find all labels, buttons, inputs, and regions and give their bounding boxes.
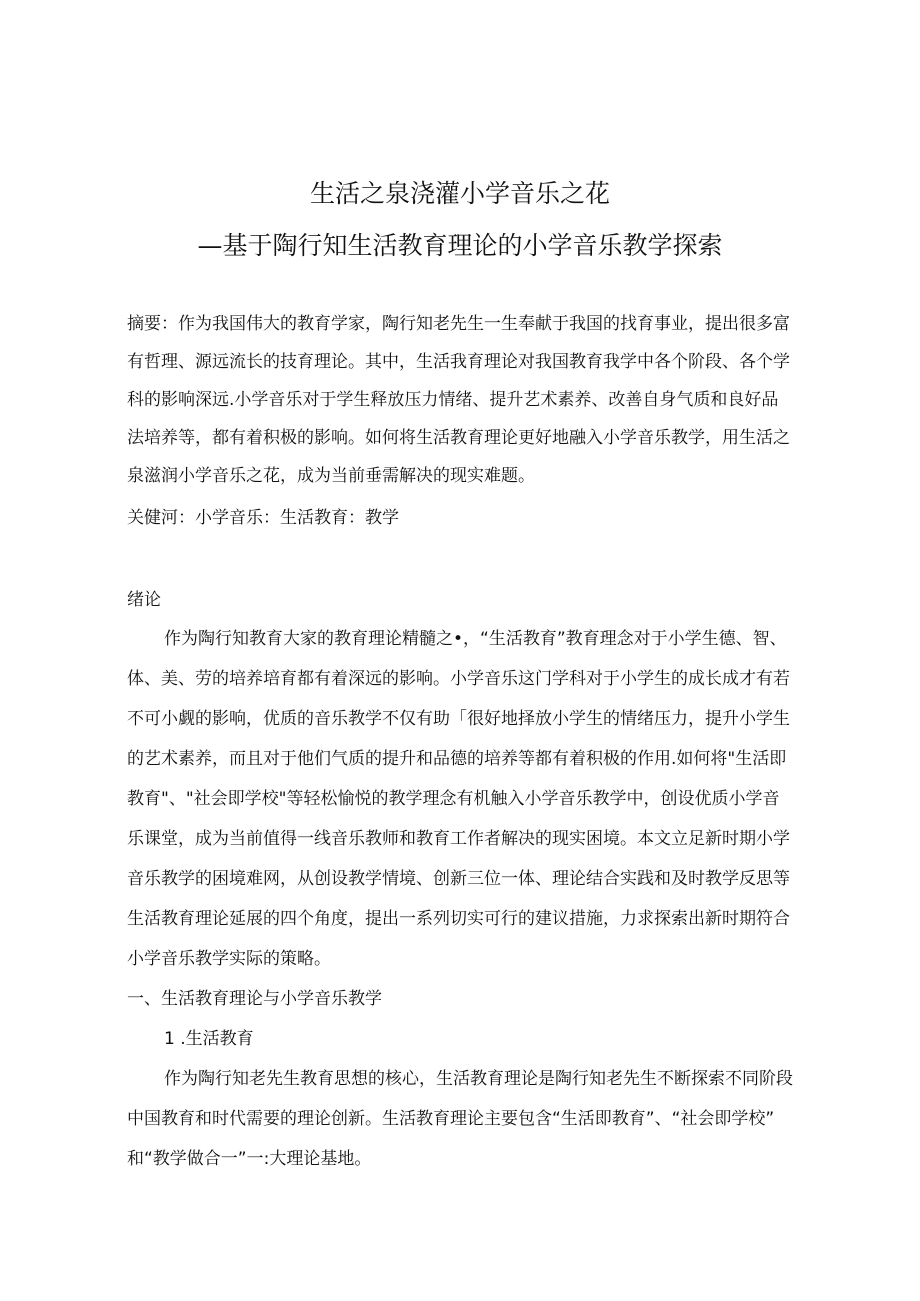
subsection-line: 作为陶行知老先生教育思想的核心，生活教育理论是陶行知老先生不断探索不同阶段: [164, 1069, 793, 1089]
subsection-line: 中国教育和时代需要的理论创新。生活教育理论主要包含“生活即教育”、“社会即学校”: [127, 1109, 775, 1129]
subsection-heading: 1 .生活教育: [164, 1029, 254, 1049]
intro-line: 乐课堂，成为当前值得一线音乐教师和教育工作者解决的现实困境。本文立足新时期小学: [127, 829, 790, 849]
intro-line: 教育"、"社会即学校"等轻松愉悦的教学理念有机触入小学音乐教学中，创设优质小学音: [127, 789, 780, 809]
intro-line: 作为陶行知教育大家的教育理论精髓之•，“生活教育”教育理念对于小学生德、智、: [164, 629, 787, 649]
intro-heading: 绪论: [127, 590, 161, 610]
abstract-line: 泉滋润小学音乐之花，成为当前垂需解决的现实难题。: [127, 466, 535, 486]
abstract-line: 法培养等，都有着积极的影响。如何将生活教育理论更好地融入小学音乐教学，用生活之: [127, 428, 790, 448]
abstract-line: 摘要：作为我国伟大的教育学家，陶行知老先生一生奉献于我国的找育事业，提出很多富: [127, 314, 790, 334]
section-heading: 一、生活教育理论与小学音乐教学: [127, 989, 382, 1009]
intro-line: 不可小觑的影响，优质的音乐教学不仅有助「很好地择放小学生的情绪压力，提升小学生: [127, 709, 790, 729]
subsection-line: 和“教学做合一”一:大理论基地。: [127, 1149, 372, 1169]
intro-line: 体、美、劳的培养培育都有着深远的影响。小学音乐这门学科对于小学生的成长成才有若: [127, 669, 790, 689]
intro-line: 生活教育理论延展的四个角度，提出一系列切实可行的建议措施，力求探索出新时期符合: [127, 909, 790, 929]
intro-line: 的艺术素养，而且对于他们气质的提升和品德的培养等都有着积极的作用.如何将"生活即: [127, 749, 787, 769]
abstract-line: 科的影响深远.小学音乐对于学生释放压力情绪、提升艺术素养、改善自身气质和良好品: [127, 390, 779, 410]
document-subtitle: —基于陶行知生活教育理论的小学音乐教学探索: [197, 231, 723, 260]
intro-line: 小学音乐教学实际的策略。: [127, 949, 331, 969]
abstract-line: 有哲理、源远流长的技育理论。其中，生活我育理论对我国教育我学中各个阶段、各个学: [127, 352, 790, 372]
keywords-line: 关健河：小学音乐：生活教育：教学: [127, 508, 399, 528]
document-title: 生活之泉浇灌小学音乐之花: [309, 179, 610, 208]
intro-line: 音乐教学的困境难网，从创设教学情境、创新三位一体、理论结合实践和及时教学反思等: [127, 869, 790, 889]
